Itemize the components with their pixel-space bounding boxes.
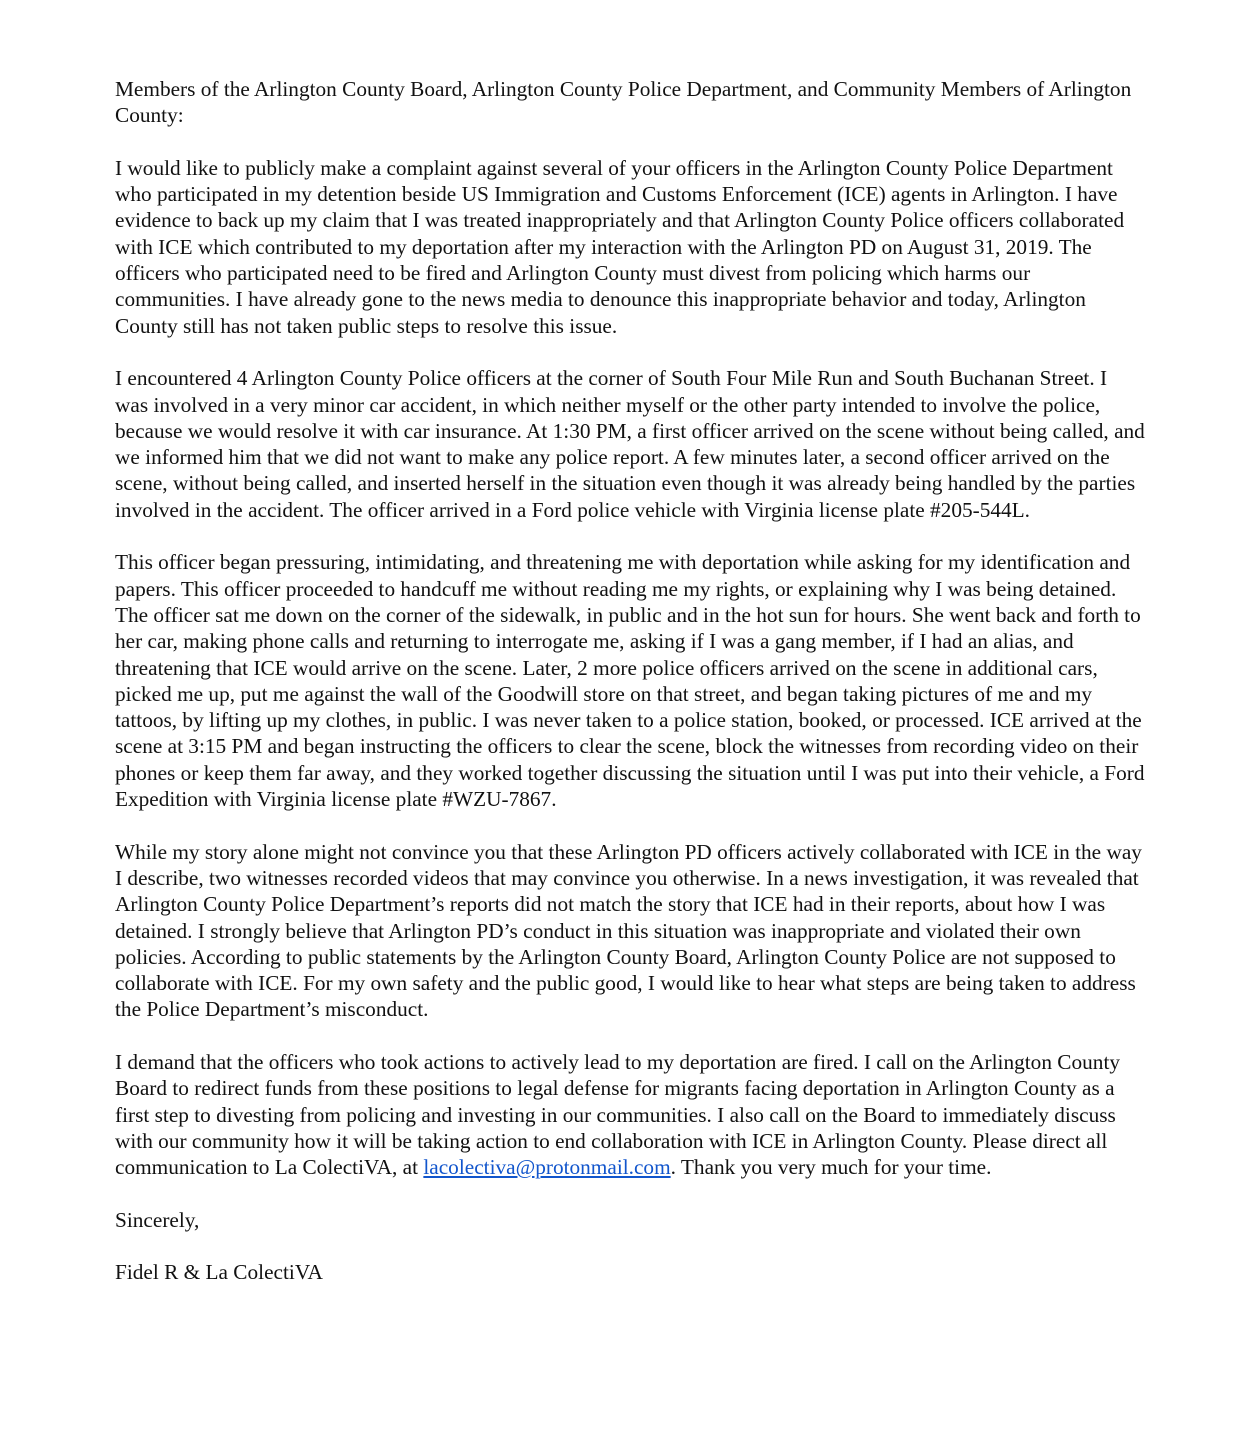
paragraph-complaint: I would like to publicly make a complaint against several of your officers in the Arlington County Police Department who participated in my detention beside US Immigration and Customs Enforcement (ICE) agents in Arlington. I have evidence to back up my claim that I was treated inappropriately and that Arlington County Police officers collaborated with ICE which contributed to my deportation after my interaction with the Arlington PD on August 31, 2019. The officers who participated need to be fired and Arlington County must divest from policing which harms our communities. I have already gone to the news media to denounce this inappropriate behavior and today, Arlington County still has not taken public steps to resolve this issue.: [115, 155, 1125, 338]
closing: Sincerely,: [115, 1207, 200, 1232]
paragraph-demands: [115, 1049, 1145, 1180]
paragraph-encounter: I encountered 4 Arlington County Police officers at the corner of South Four Mile Run and South Buchanan Street. I was involved in a very minor car accident, in which neither myself or the other party intended to involve the police, because we would resolve it with car insurance. At 1:30 PM, a first officer arrived on the scene without being called, and we informed him that we did not want to make any police report. A few minutes later, a second officer arrived on the scene, without being called, and inserted herself in the situation even though it was already being handled by the parties involved in the accident. The officer arrived in a Ford police vehicle with Virginia license plate #205-544L.: [115, 366, 1145, 522]
paragraph-detention: This officer began pressuring, intimidating, and threatening me with deportation while asking for my identification and papers. This officer proceeded to handcuff me without reading me my rights, or explaining why I was being detained. The officer sat me down on the corner of the sidewalk, in public and in the hot sun for hours. She went back and forth to her car, making phone calls and returning to interrogate me, asking if I was a gang member, if I had an alias, and threatening that ICE would arrive on the scene. Later, 2 more police officers arrived on the scene in additional cars, picked me up, put me against the wall of the Goodwill store on that street, and began taking pictures of me and my tattoos, by lifting up my clothes, in public. I was never taken to a police station, booked, or processed. ICE arrived at the scene at 3:15 PM and began instructing the officers to clear the scene, block the witnesses from recording video on their phones or keep them far away, and they worked together discussing the situation until I was put into their vehicle, a Ford Expedition with Virginia license plate #WZU-7867.: [115, 550, 1145, 812]
letter-body: [115, 76, 1145, 1286]
demands-text: I demand that the officers who took actions to actively lead to my deportation are fired. I call on the Arlington County Board to redirect funds from these positions to legal defense for migrants facing deportation in Arlington County as a first step to divesting from policing and investing in our communities. I also call on the Board to immediately discuss with our community how it will be taking action to end collaboration with ICE in Arlington County. Please direct all communication to La ColectiVA, at: [115, 1049, 1121, 1180]
signature: Fidel R & La ColectiVA: [115, 1260, 323, 1285]
email-link[interactable]: lacolectiva@protonmail.com: [423, 1155, 671, 1180]
salutation: Members of the Arlington County Board, Arlington County Police Department, and Community Members of Arlington County:: [115, 77, 1132, 128]
paragraph-evidence: While my story alone might not convince you that these Arlington PD officers actively collaborated with ICE in the way I describe, two witnesses recorded videos that may convince you otherwise. In a news investigation, it was revealed that Arlington County Police Department’s reports did not match the story that ICE had in their reports, about how I was detained. I strongly believe that Arlington PD’s conduct in this situation was inappropriate and violated their own policies. According to public statements by the Arlington County Board, Arlington County Police are not supposed to collaborate with ICE. For my own safety and the public good, I would like to hear what steps are being taken to address the Police Department’s misconduct.: [115, 839, 1142, 1022]
demands-text-end: . Thank you very much for your time.: [670, 1155, 992, 1180]
